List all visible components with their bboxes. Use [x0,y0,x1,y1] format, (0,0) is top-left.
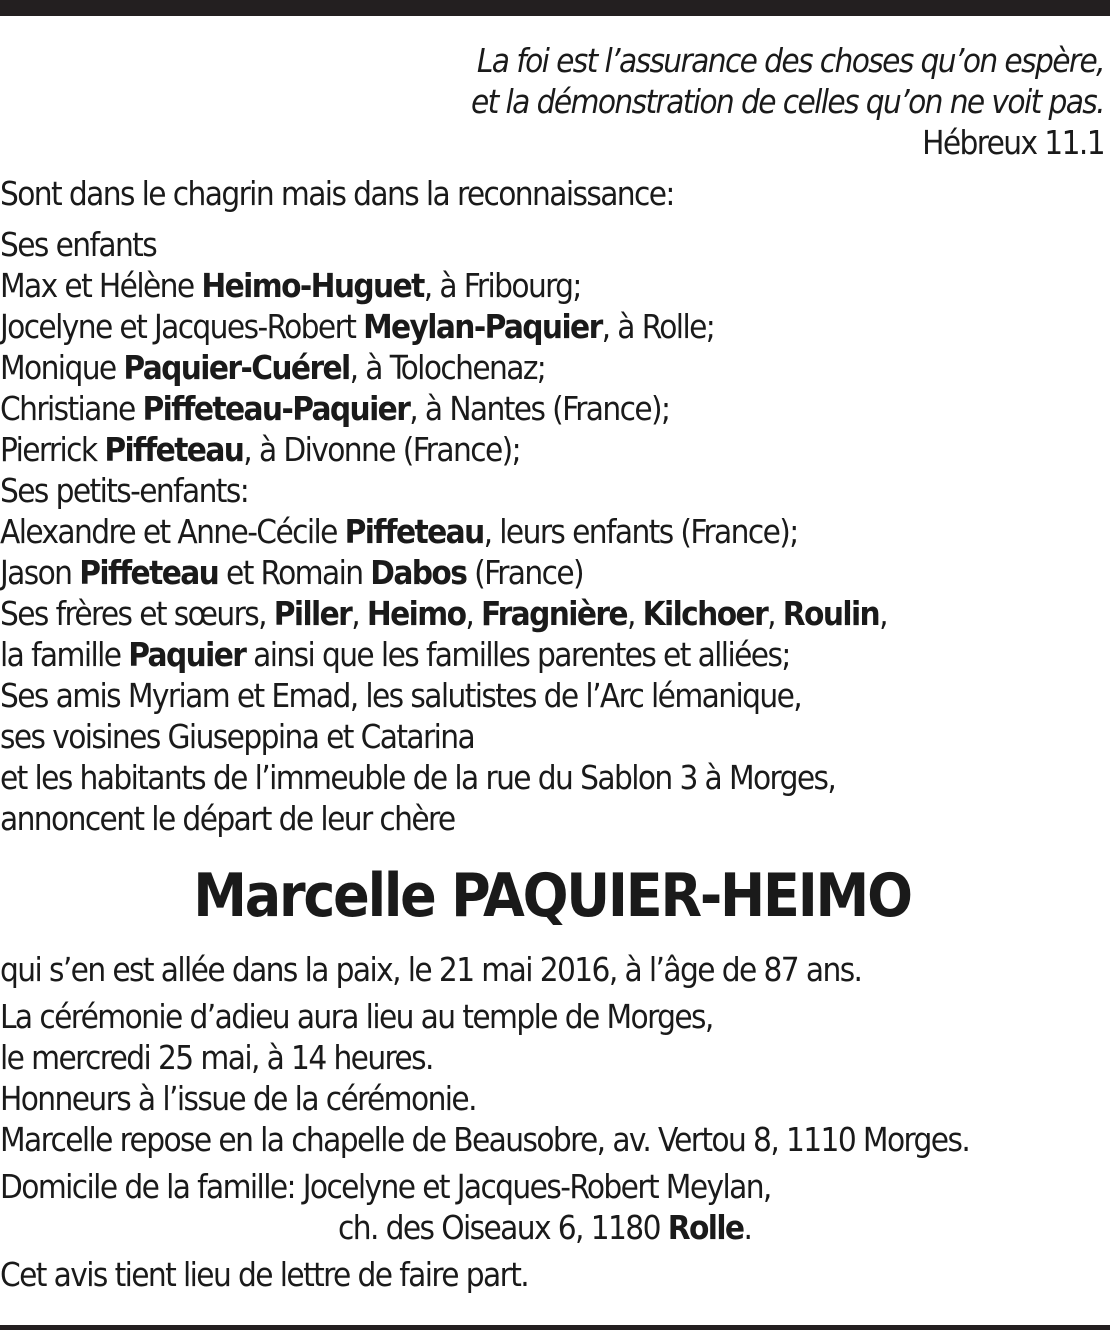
location: , à Nantes (France); [409,389,670,428]
friends-line-3: et les habitants de l’immeuble de la rue du Sablon 3 à Morges, [0,758,836,797]
family-name: Heimo-Huguet [201,266,424,305]
separator: , [351,594,367,633]
family-name: Piffeteau [79,553,219,592]
ceremony-line-3: Honneurs à l’issue de la cérémonie. [0,1079,476,1118]
ceremony-line-2: le mercredi 25 mai, à 14 heures. [0,1038,433,1077]
family-name: Heimo [366,594,466,633]
child-line-4 [0,388,1104,429]
family-name: Meylan-Paquier [363,307,602,346]
family-name: Paquier-Cuérel [123,348,350,387]
child-line-5 [0,429,1104,470]
family-name: Piffeteau-Paquier [142,389,410,428]
separator: , [767,594,783,633]
first-names: Jason [0,553,80,592]
grandchild-line-2 [0,552,1104,593]
family-name: Kilchoer [642,594,768,633]
epigraph [0,40,1104,163]
first-names: Max et Hélène [0,266,202,305]
location: , à Rolle; [601,307,715,346]
bottom-border-rule [0,1325,1110,1330]
family-name: Piller [273,594,352,633]
family-name: Dabos [370,553,467,592]
top-border-bar [0,0,1110,16]
location: , à Divonne (France); [243,430,521,469]
domicile-address: ch. des Oiseaux 6, 1180 [338,1208,668,1247]
family-name: Piffeteau [344,512,484,551]
friends-line-1: Ses amis Myriam et Emad, les salutistes de l’Arc lémanique, [0,676,802,715]
domicile-line-1: Domicile de la famille: Jocelyne et Jacques-Robert Meylan, [0,1167,771,1206]
intro-line: Sont dans le chagrin mais dans la reconnaissance: [0,174,674,213]
family-rest: ainsi que les familles parentes et alliées; [245,635,790,674]
ceremony-line-1: La cérémonie d’adieu aura lieu au temple de Morges, [0,997,713,1036]
family-prefix: la famille [0,635,129,674]
grandchildren-heading: Ses petits-enfants: [0,471,249,510]
domicile-line-2 [0,1207,1104,1248]
epigraph-line-1: La foi est l’assurance des choses qu’on espère, [476,41,1104,80]
epigraph-line-2: et la démonstration de celles qu’on ne voit pas. [470,82,1104,121]
family-name: Fragnière [481,594,627,633]
location: , leurs enfants (France); [483,512,798,551]
child-line-3 [0,347,1104,388]
deceased-name: Marcelle PAQUIER-HEIMO [193,861,911,931]
family-line [0,634,1104,675]
child-line-2 [0,306,1104,347]
obituary-notice [0,40,1104,1295]
location: , à Tolochenaz; [349,348,546,387]
separator: , [465,594,482,633]
child-line-1 [0,265,1104,306]
separator: , [879,594,887,633]
grandchild-line-1 [0,511,1104,552]
children-heading: Ses enfants [0,225,157,264]
separator: . [743,1208,752,1247]
first-names: Alexandre et Anne-Cécile [0,512,345,551]
domicile-town: Rolle [667,1208,744,1247]
first-names: Monique [0,348,124,387]
passing-line: qui s’en est allée dans la paix, le 21 mai 2016, à l’âge de 87 ans. [0,950,862,989]
siblings-line [0,593,1104,634]
location: , à Fribourg; [423,266,581,305]
first-names: et Romain [218,553,371,592]
separator: , [626,594,643,633]
siblings-prefix: Ses frères et sœurs, [0,594,274,633]
closing-line: Cet avis tient lieu de lettre de faire part. [0,1255,529,1294]
ceremony-line-4: Marcelle repose en la chapelle de Beausobre, av. Vertou 8, 1110 Morges. [0,1120,970,1159]
location: (France) [466,553,583,592]
family-name: Piffeteau [104,430,244,469]
friends-line-4: annoncent le départ de leur chère [0,799,455,838]
epigraph-reference: Hébreux 11.1 [922,123,1104,162]
first-names: Christiane [0,389,143,428]
family-name: Paquier [128,635,246,674]
friends-line-2: ses voisines Giuseppina et Catarina [0,717,475,756]
family-name: Roulin [782,594,880,633]
first-names: Pierrick [0,430,105,469]
first-names: Jocelyne et Jacques-Robert [0,307,364,346]
